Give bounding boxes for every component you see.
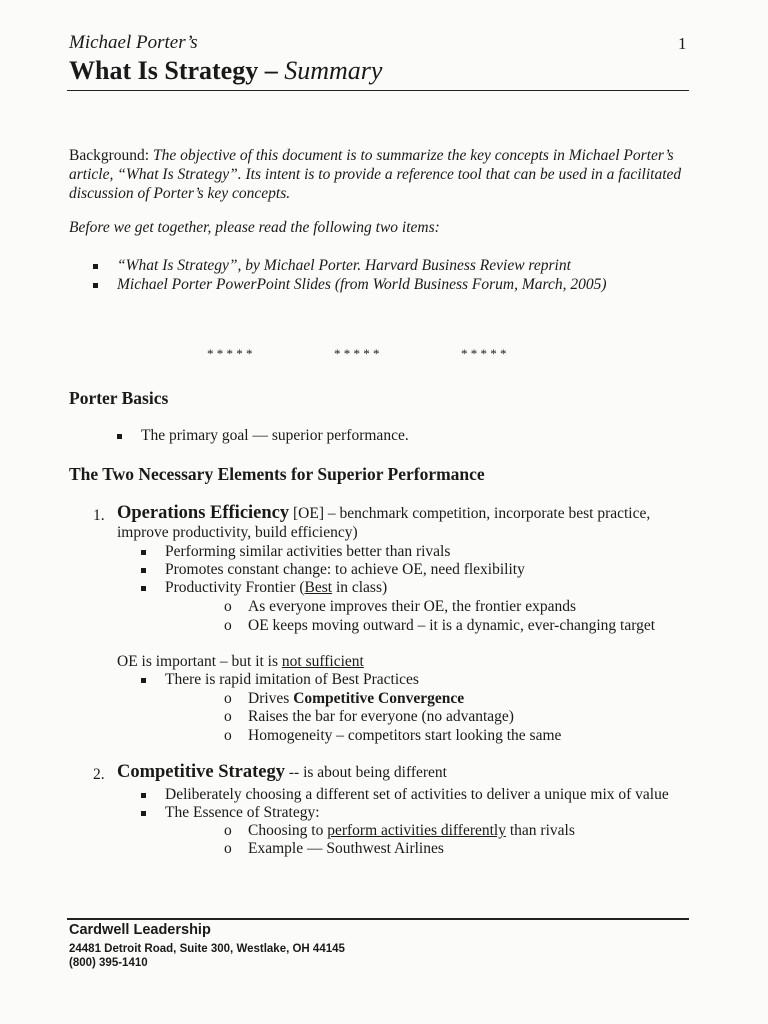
list-item-text: Deliberately choosing a different set of activities to deliver a unique mix of value: [165, 786, 669, 803]
star-divider: * * * * *: [461, 346, 507, 361]
circle-bullet-icon: o: [224, 598, 232, 615]
bullet-square-icon: [141, 678, 146, 683]
bullet-square-icon: [141, 793, 146, 798]
convergence-pre: Drives: [248, 690, 294, 707]
bullet-square-icon: [141, 550, 146, 555]
convergence-bold: Competitive Convergence: [293, 690, 465, 707]
bullet-square-icon: [141, 586, 146, 591]
list-item-text: The primary goal — superior performance.: [141, 427, 409, 444]
sub-list-item-text: Raises the bar for everyone (no advantage): [248, 708, 514, 725]
oe-description-cont: improve productivity, build efficiency): [117, 524, 358, 541]
bullet-square-icon: [141, 568, 146, 573]
circle-bullet-icon: o: [224, 690, 232, 707]
list-item-text: Promotes constant change: to achieve OE, need flexibility: [165, 561, 525, 578]
list-item-text: Performing similar activities better than rivals: [165, 543, 451, 560]
background-paragraph: [69, 146, 694, 203]
oe-description: [OE] – benchmark competition, incorporate best practice,: [289, 505, 651, 522]
oe-important-line: [117, 653, 364, 671]
cs-heading-line: [117, 762, 447, 783]
perform-underlined: perform activities differently: [327, 822, 506, 839]
header-rule: [67, 90, 689, 91]
cs-description: -- is about being different: [285, 764, 447, 781]
frontier-pre: Productivity Frontier (: [165, 579, 305, 596]
circle-bullet-icon: o: [224, 840, 232, 857]
footer-rule: [67, 918, 689, 920]
oe-title: Operations Efficiency: [117, 503, 290, 523]
oe-important-pre: OE is important – but it is: [117, 653, 282, 670]
title-italic: Summary: [284, 56, 383, 85]
section-heading-elements: The Two Necessary Elements for Superior Performance: [69, 464, 485, 484]
background-label: Background:: [69, 147, 150, 164]
document-subtitle: Michael Porter’s: [69, 32, 198, 53]
bullet-square-icon: [141, 811, 146, 816]
perform-post: than rivals: [506, 822, 575, 839]
reading-item-text: “What Is Strategy”, by Michael Porter. Harvard Business Review reprint: [117, 257, 571, 274]
reading-intro: Before we get together, please read the following two items:: [69, 219, 440, 236]
footer-address: 24481 Detroit Road, Suite 300, Westlake, OH 44145: [69, 943, 345, 955]
list-number: 2.: [93, 766, 105, 783]
section-heading-basics: Porter Basics: [69, 388, 169, 408]
oe-important-underlined: not sufficient: [281, 653, 364, 670]
bullet-square-icon: [117, 434, 122, 439]
circle-bullet-icon: o: [224, 708, 232, 725]
star-divider: * * * * *: [207, 346, 253, 361]
circle-bullet-icon: o: [224, 822, 232, 839]
frontier-underlined: Best: [304, 579, 333, 596]
cs-title: Competitive Strategy: [117, 762, 285, 782]
list-number: 1.: [93, 507, 105, 524]
sub-list-item-text: OE keeps moving outward – it is a dynamic, ever-changing target: [248, 617, 656, 634]
circle-bullet-icon: o: [224, 727, 232, 744]
oe-heading-line: [117, 503, 650, 524]
perform-pre: Choosing to: [248, 822, 328, 839]
sub-list-item-text: As everyone improves their OE, the frontier expands: [248, 598, 576, 615]
list-item-text: The Essence of Strategy:: [165, 804, 320, 821]
background-text: The objective of this document is to summarize the key concepts in Michael Porter’s article, “What Is Strategy”. Its intent is to provide a reference tool that can be used in a facilitated discussion of Porter’s key concepts.: [69, 147, 682, 202]
title-dash: –: [258, 56, 285, 85]
page-number: 1: [678, 34, 687, 53]
sub-list-item-text: Example — Southwest Airlines: [248, 840, 444, 857]
footer-phone: (800) 395-1410: [69, 957, 148, 969]
sub-list-item-text: [248, 690, 464, 708]
frontier-post: in class): [332, 579, 388, 596]
footer-company: Cardwell Leadership: [69, 922, 211, 938]
title-main: What Is Strategy: [69, 56, 259, 85]
reading-item-text: Michael Porter PowerPoint Slides (from World Business Forum, March, 2005): [117, 276, 607, 293]
star-divider: * * * * *: [334, 346, 380, 361]
list-item-text: [165, 579, 387, 597]
sub-list-item-text: Homogeneity – competitors start looking the same: [248, 727, 562, 744]
list-item-text: There is rapid imitation of Best Practices: [165, 671, 419, 688]
bullet-square-icon: [93, 264, 98, 269]
document-title: [69, 56, 382, 86]
bullet-square-icon: [93, 283, 98, 288]
circle-bullet-icon: o: [224, 617, 232, 634]
sub-list-item-text: [248, 822, 575, 840]
